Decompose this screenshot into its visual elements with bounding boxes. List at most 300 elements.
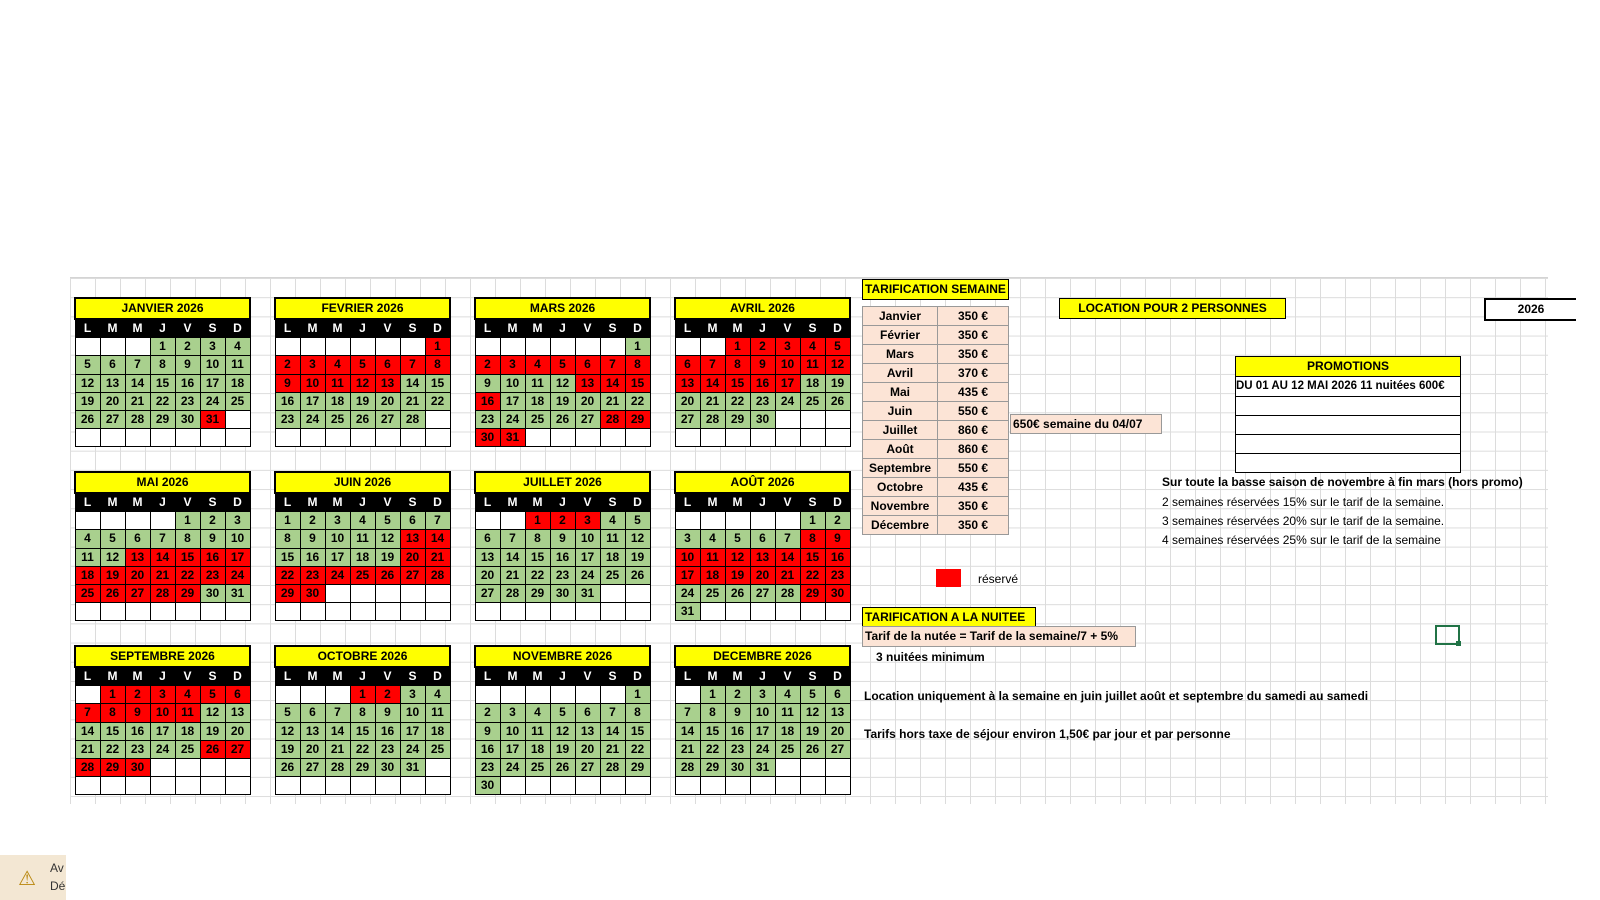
day-cell-empty bbox=[275, 338, 300, 356]
day-cell-available: 10 bbox=[575, 530, 600, 548]
day-cell-reserved: 29 bbox=[100, 758, 125, 776]
tarif-semaine-table bbox=[862, 306, 1009, 535]
day-cell-empty bbox=[550, 777, 575, 795]
weekday-header: M bbox=[125, 493, 150, 512]
day-cell-available: 9 bbox=[300, 530, 325, 548]
day-cell-available: 25 bbox=[800, 392, 825, 410]
tarif-row bbox=[863, 516, 1009, 535]
day-cell-available: 20 bbox=[475, 566, 500, 584]
weekday-header: M bbox=[725, 319, 750, 338]
day-cell-reserved: 3 bbox=[300, 356, 325, 374]
day-cell-empty bbox=[100, 512, 125, 530]
day-cell-available: 26 bbox=[725, 584, 750, 602]
weekday-header: V bbox=[575, 493, 600, 512]
day-cell-empty bbox=[500, 338, 525, 356]
day-cell-available: 23 bbox=[550, 566, 575, 584]
weekday-header: V bbox=[775, 667, 800, 686]
calendar-month bbox=[674, 645, 851, 795]
day-cell-available: 29 bbox=[350, 758, 375, 776]
calendar-month-title: SEPTEMBRE 2026 bbox=[75, 646, 250, 667]
day-cell-available: 28 bbox=[700, 410, 725, 428]
day-cell-available: 12 bbox=[75, 374, 100, 392]
day-cell-empty bbox=[775, 777, 800, 795]
day-cell-reserved: 22 bbox=[275, 566, 300, 584]
day-cell-empty bbox=[700, 603, 725, 621]
day-cell-empty bbox=[750, 429, 775, 447]
day-cell-available: 10 bbox=[225, 530, 250, 548]
nuitee-formula: Tarif de la nutée = Tarif de la semaine/7 + 5% bbox=[862, 626, 1136, 647]
day-cell-available: 27 bbox=[300, 758, 325, 776]
day-cell-empty bbox=[575, 777, 600, 795]
day-cell-available: 9 bbox=[200, 530, 225, 548]
day-cell-empty bbox=[775, 429, 800, 447]
weekday-header: S bbox=[600, 319, 625, 338]
day-cell-reserved: 21 bbox=[150, 566, 175, 584]
day-cell-available: 28 bbox=[400, 410, 425, 428]
weekday-header: D bbox=[425, 319, 450, 338]
day-cell-reserved: 9 bbox=[750, 356, 775, 374]
day-cell-empty bbox=[725, 512, 750, 530]
day-cell-available: 24 bbox=[775, 392, 800, 410]
day-cell-reserved: 5 bbox=[550, 356, 575, 374]
day-cell-available: 12 bbox=[200, 704, 225, 722]
day-cell-reserved: 11 bbox=[325, 374, 350, 392]
day-cell-reserved: 25 bbox=[75, 584, 100, 602]
day-cell-reserved: 28 bbox=[425, 566, 450, 584]
day-cell-available: 19 bbox=[200, 722, 225, 740]
weekday-header: J bbox=[750, 493, 775, 512]
day-cell-available: 6 bbox=[575, 704, 600, 722]
day-cell-reserved: 10 bbox=[675, 548, 700, 566]
day-cell-reserved: 12 bbox=[350, 374, 375, 392]
day-cell-reserved: 27 bbox=[125, 584, 150, 602]
day-cell-available: 23 bbox=[725, 740, 750, 758]
location-title: LOCATION POUR 2 PERSONNES bbox=[1059, 298, 1286, 319]
day-cell-reserved: 18 bbox=[75, 566, 100, 584]
weekday-header: M bbox=[525, 493, 550, 512]
weekday-header: L bbox=[675, 493, 700, 512]
day-cell-empty bbox=[400, 429, 425, 447]
day-cell-empty bbox=[525, 686, 550, 704]
day-cell-empty bbox=[475, 686, 500, 704]
calendar-month-title: MAI 2026 bbox=[75, 472, 250, 493]
calendar-month-title: DECEMBRE 2026 bbox=[675, 646, 850, 667]
day-cell-reserved: 10 bbox=[150, 704, 175, 722]
weekday-header: M bbox=[525, 667, 550, 686]
day-cell-available: 3 bbox=[675, 530, 700, 548]
day-cell-available: 19 bbox=[550, 392, 575, 410]
day-cell-available: 4 bbox=[350, 512, 375, 530]
tarif-row bbox=[863, 497, 1009, 516]
calendar-month bbox=[274, 645, 451, 795]
weekday-header: D bbox=[425, 667, 450, 686]
day-cell-available: 25 bbox=[525, 758, 550, 776]
day-cell-reserved: 11 bbox=[700, 548, 725, 566]
day-cell-available: 30 bbox=[475, 777, 500, 795]
calendar-month bbox=[474, 471, 651, 621]
day-cell-available: 15 bbox=[425, 374, 450, 392]
day-cell-available: 26 bbox=[550, 410, 575, 428]
day-cell-empty bbox=[75, 338, 100, 356]
day-cell-reserved: 8 bbox=[425, 356, 450, 374]
weekday-header: S bbox=[400, 667, 425, 686]
day-cell-available: 22 bbox=[625, 740, 650, 758]
tarif-month: Mai bbox=[863, 383, 938, 402]
tarif-month: Décembre bbox=[863, 516, 938, 535]
day-cell-available: 12 bbox=[275, 722, 300, 740]
calendar-month bbox=[274, 471, 451, 621]
day-cell-reserved: 10 bbox=[775, 356, 800, 374]
day-cell-empty bbox=[725, 777, 750, 795]
day-cell-reserved: 4 bbox=[325, 356, 350, 374]
day-cell-empty bbox=[400, 584, 425, 602]
day-cell-available: 28 bbox=[500, 584, 525, 602]
day-cell-reserved: 20 bbox=[750, 566, 775, 584]
day-cell-reserved: 4 bbox=[525, 356, 550, 374]
weekday-header: J bbox=[550, 319, 575, 338]
weekday-header: M bbox=[325, 493, 350, 512]
day-cell-empty bbox=[125, 338, 150, 356]
day-cell-available: 14 bbox=[125, 374, 150, 392]
day-cell-reserved: 26 bbox=[375, 566, 400, 584]
weekday-header: S bbox=[400, 319, 425, 338]
day-cell-reserved: 11 bbox=[800, 356, 825, 374]
tarif-month: Septembre bbox=[863, 459, 938, 478]
day-cell-available: 27 bbox=[825, 740, 850, 758]
day-cell-available: 9 bbox=[475, 374, 500, 392]
day-cell-empty bbox=[75, 603, 100, 621]
day-cell-empty bbox=[325, 777, 350, 795]
day-cell-available: 21 bbox=[75, 740, 100, 758]
calendar-month-title: FEVRIER 2026 bbox=[275, 298, 450, 319]
day-cell-available: 26 bbox=[825, 392, 850, 410]
day-cell-available: 19 bbox=[375, 548, 400, 566]
day-cell-available: 16 bbox=[300, 548, 325, 566]
tarif-row bbox=[863, 307, 1009, 326]
day-cell-empty bbox=[350, 603, 375, 621]
day-cell-available: 7 bbox=[675, 704, 700, 722]
day-cell-reserved: 18 bbox=[700, 566, 725, 584]
day-cell-empty bbox=[700, 512, 725, 530]
day-cell-available: 5 bbox=[100, 530, 125, 548]
weekday-header: M bbox=[125, 319, 150, 338]
day-cell-reserved: 24 bbox=[225, 566, 250, 584]
day-cell-available: 26 bbox=[800, 740, 825, 758]
day-cell-reserved: 7 bbox=[700, 356, 725, 374]
tarif-price: 350 € bbox=[938, 307, 1009, 326]
tarif-price: 370 € bbox=[938, 364, 1009, 383]
day-cell-available: 1 bbox=[175, 512, 200, 530]
calendar-month bbox=[474, 297, 651, 447]
day-cell-available: 16 bbox=[175, 374, 200, 392]
weekday-header: V bbox=[575, 667, 600, 686]
day-cell-available: 23 bbox=[175, 392, 200, 410]
day-cell-empty bbox=[425, 603, 450, 621]
day-cell-empty bbox=[575, 686, 600, 704]
day-cell-empty bbox=[100, 429, 125, 447]
day-cell-available: 28 bbox=[600, 758, 625, 776]
day-cell-available: 5 bbox=[75, 356, 100, 374]
day-cell-available: 16 bbox=[375, 722, 400, 740]
day-cell-available: 12 bbox=[550, 374, 575, 392]
day-cell-available: 7 bbox=[150, 530, 175, 548]
day-cell-available: 19 bbox=[275, 740, 300, 758]
weekday-header: M bbox=[500, 493, 525, 512]
day-cell-reserved: 19 bbox=[725, 566, 750, 584]
day-cell-reserved: 16 bbox=[750, 374, 775, 392]
day-cell-empty bbox=[425, 777, 450, 795]
day-cell-reserved: 1 bbox=[525, 512, 550, 530]
day-cell-reserved: 21 bbox=[425, 548, 450, 566]
day-cell-available: 9 bbox=[725, 704, 750, 722]
day-cell-available: 21 bbox=[700, 392, 725, 410]
day-cell-available: 4 bbox=[525, 704, 550, 722]
day-cell-empty bbox=[625, 584, 650, 602]
day-cell-available: 21 bbox=[675, 740, 700, 758]
day-cell-reserved: 27 bbox=[400, 566, 425, 584]
day-cell-reserved: 31 bbox=[200, 410, 225, 428]
day-cell-available: 10 bbox=[400, 704, 425, 722]
day-cell-available: 24 bbox=[300, 410, 325, 428]
day-cell-available: 25 bbox=[425, 740, 450, 758]
day-cell-reserved: 30 bbox=[475, 429, 500, 447]
nuitee-minimum: 3 nuitées minimum bbox=[876, 650, 985, 664]
tarif-row bbox=[863, 459, 1009, 478]
day-cell-empty bbox=[75, 686, 100, 704]
weekday-header: J bbox=[150, 319, 175, 338]
day-cell-empty bbox=[825, 410, 850, 428]
weekday-header: D bbox=[825, 319, 850, 338]
tarif-month: Octobre bbox=[863, 478, 938, 497]
day-cell-empty bbox=[200, 429, 225, 447]
day-cell-available: 13 bbox=[475, 548, 500, 566]
day-cell-reserved: 2 bbox=[125, 686, 150, 704]
day-cell-available: 8 bbox=[150, 356, 175, 374]
day-cell-available: 31 bbox=[575, 584, 600, 602]
day-cell-available: 20 bbox=[225, 722, 250, 740]
day-cell-available: 3 bbox=[200, 338, 225, 356]
basse-saison-line-1: 2 semaines réservées 15% sur le tarif de la semaine. bbox=[1162, 495, 1445, 509]
day-cell-reserved: 2 bbox=[750, 338, 775, 356]
day-cell-empty bbox=[475, 512, 500, 530]
day-cell-available: 9 bbox=[475, 722, 500, 740]
day-cell-available: 21 bbox=[125, 392, 150, 410]
nuitee-header: TARIFICATION A LA NUITEE bbox=[862, 607, 1036, 628]
day-cell-available: 27 bbox=[575, 410, 600, 428]
calendar-month bbox=[74, 645, 251, 795]
day-cell-reserved: 14 bbox=[150, 548, 175, 566]
day-cell-empty bbox=[625, 777, 650, 795]
day-cell-empty bbox=[525, 429, 550, 447]
day-cell-available: 7 bbox=[500, 530, 525, 548]
day-cell-available: 17 bbox=[200, 374, 225, 392]
weekday-header: V bbox=[375, 319, 400, 338]
tarif-semaine-header: TARIFICATION SEMAINE bbox=[862, 279, 1009, 300]
weekday-header: V bbox=[375, 667, 400, 686]
day-cell-available: 8 bbox=[525, 530, 550, 548]
day-cell-available: 6 bbox=[100, 356, 125, 374]
day-cell-empty bbox=[425, 584, 450, 602]
day-cell-available: 24 bbox=[500, 758, 525, 776]
day-cell-reserved: 4 bbox=[175, 686, 200, 704]
day-cell-reserved: 26 bbox=[100, 584, 125, 602]
weekday-header: D bbox=[825, 493, 850, 512]
day-cell-available: 21 bbox=[600, 740, 625, 758]
weekday-header: S bbox=[800, 667, 825, 686]
day-cell-reserved: 17 bbox=[775, 374, 800, 392]
day-cell-empty bbox=[775, 410, 800, 428]
day-cell-empty bbox=[800, 429, 825, 447]
day-cell-available: 3 bbox=[225, 512, 250, 530]
day-cell-empty bbox=[550, 603, 575, 621]
day-cell-available: 7 bbox=[325, 704, 350, 722]
calendar-month-title: AOÛT 2026 bbox=[675, 472, 850, 493]
day-cell-empty bbox=[425, 429, 450, 447]
day-cell-empty bbox=[675, 777, 700, 795]
day-cell-empty bbox=[575, 338, 600, 356]
day-cell-available: 17 bbox=[400, 722, 425, 740]
day-cell-available: 9 bbox=[175, 356, 200, 374]
weekday-header: L bbox=[475, 493, 500, 512]
day-cell-available: 9 bbox=[375, 704, 400, 722]
weekday-header: L bbox=[475, 319, 500, 338]
day-cell-available: 29 bbox=[700, 758, 725, 776]
weekday-header: V bbox=[575, 319, 600, 338]
day-cell-available: 22 bbox=[150, 392, 175, 410]
weekday-header: J bbox=[750, 667, 775, 686]
tarif-row bbox=[863, 383, 1009, 402]
promotion-line-2 bbox=[1235, 396, 1461, 416]
basse-saison-line-3: 4 semaines réservées 25% sur le tarif de la semaine bbox=[1162, 533, 1441, 547]
day-cell-available: 19 bbox=[350, 392, 375, 410]
day-cell-available: 24 bbox=[200, 392, 225, 410]
day-cell-empty bbox=[350, 429, 375, 447]
day-cell-available: 1 bbox=[625, 686, 650, 704]
day-cell-empty bbox=[625, 603, 650, 621]
day-cell-available: 31 bbox=[675, 603, 700, 621]
day-cell-available: 5 bbox=[375, 512, 400, 530]
day-cell-available: 18 bbox=[775, 722, 800, 740]
day-cell-available: 28 bbox=[325, 758, 350, 776]
day-cell-available: 27 bbox=[475, 584, 500, 602]
day-cell-available: 23 bbox=[475, 758, 500, 776]
day-cell-available: 30 bbox=[725, 758, 750, 776]
weekday-header: L bbox=[75, 493, 100, 512]
day-cell-available: 18 bbox=[225, 374, 250, 392]
calendar-month bbox=[674, 471, 851, 621]
day-cell-available: 30 bbox=[175, 410, 200, 428]
day-cell-empty bbox=[200, 603, 225, 621]
day-cell-empty bbox=[600, 603, 625, 621]
day-cell-available: 14 bbox=[675, 722, 700, 740]
basse-saison-line-2: 3 semaines réservées 20% sur le tarif de la semaine. bbox=[1162, 514, 1445, 528]
day-cell-empty bbox=[750, 777, 775, 795]
day-cell-available: 10 bbox=[325, 530, 350, 548]
day-cell-empty bbox=[375, 777, 400, 795]
day-cell-available: 27 bbox=[750, 584, 775, 602]
day-cell-empty bbox=[675, 512, 700, 530]
day-cell-available: 29 bbox=[625, 758, 650, 776]
legend-reserved-swatch bbox=[936, 569, 961, 587]
day-cell-available: 24 bbox=[750, 740, 775, 758]
day-cell-empty bbox=[825, 429, 850, 447]
day-cell-available: 21 bbox=[500, 566, 525, 584]
day-cell-reserved: 25 bbox=[350, 566, 375, 584]
day-cell-empty bbox=[550, 338, 575, 356]
day-cell-available: 4 bbox=[700, 530, 725, 548]
day-cell-available: 15 bbox=[275, 548, 300, 566]
day-cell-available: 11 bbox=[775, 704, 800, 722]
day-cell-available: 25 bbox=[525, 410, 550, 428]
day-cell-reserved: 24 bbox=[325, 566, 350, 584]
day-cell-available: 25 bbox=[775, 740, 800, 758]
day-cell-empty bbox=[375, 603, 400, 621]
day-cell-reserved: 2 bbox=[550, 512, 575, 530]
weekday-header: J bbox=[550, 667, 575, 686]
day-cell-available: 22 bbox=[700, 740, 725, 758]
day-cell-empty bbox=[300, 338, 325, 356]
promotion-line-5 bbox=[1235, 453, 1461, 473]
day-cell-empty bbox=[775, 603, 800, 621]
day-cell-available: 22 bbox=[350, 740, 375, 758]
day-cell-available: 6 bbox=[300, 704, 325, 722]
day-cell-available: 23 bbox=[275, 410, 300, 428]
day-cell-available: 2 bbox=[475, 704, 500, 722]
weekday-header: S bbox=[200, 319, 225, 338]
day-cell-available: 24 bbox=[500, 410, 525, 428]
weekday-header: J bbox=[350, 493, 375, 512]
day-cell-available: 13 bbox=[575, 722, 600, 740]
day-cell-empty bbox=[325, 603, 350, 621]
day-cell-available: 19 bbox=[625, 548, 650, 566]
day-cell-available: 11 bbox=[350, 530, 375, 548]
day-cell-empty bbox=[525, 603, 550, 621]
day-cell-reserved: 23 bbox=[825, 566, 850, 584]
day-cell-available: 24 bbox=[575, 566, 600, 584]
day-cell-available: 7 bbox=[775, 530, 800, 548]
day-cell-available: 4 bbox=[600, 512, 625, 530]
day-cell-available: 14 bbox=[600, 722, 625, 740]
day-cell-reserved: 3 bbox=[150, 686, 175, 704]
fill-handle[interactable] bbox=[1456, 641, 1461, 646]
warning-icon: ⚠ bbox=[18, 868, 36, 890]
day-cell-empty bbox=[750, 603, 775, 621]
tarif-price: 860 € bbox=[938, 440, 1009, 459]
day-cell-available: 18 bbox=[600, 548, 625, 566]
day-cell-available: 30 bbox=[375, 758, 400, 776]
day-cell-available: 5 bbox=[550, 704, 575, 722]
day-cell-available: 7 bbox=[425, 512, 450, 530]
weekday-header: M bbox=[125, 667, 150, 686]
tarif-month: Mars bbox=[863, 345, 938, 364]
day-cell-available: 8 bbox=[625, 704, 650, 722]
day-cell-available: 3 bbox=[400, 686, 425, 704]
day-cell-empty bbox=[825, 603, 850, 621]
day-cell-empty bbox=[75, 429, 100, 447]
day-cell-available: 3 bbox=[750, 686, 775, 704]
day-cell-available: 6 bbox=[750, 530, 775, 548]
day-cell-available: 3 bbox=[500, 704, 525, 722]
day-cell-available: 11 bbox=[525, 722, 550, 740]
basse-saison-title: Sur toute la basse saison de novembre à fin mars (hors promo) bbox=[1162, 475, 1523, 489]
notification-toast[interactable] bbox=[0, 855, 66, 900]
day-cell-empty bbox=[475, 603, 500, 621]
day-cell-available: 2 bbox=[175, 338, 200, 356]
weekday-header: S bbox=[200, 493, 225, 512]
day-cell-available: 18 bbox=[800, 374, 825, 392]
day-cell-available: 29 bbox=[725, 410, 750, 428]
day-cell-available: 30 bbox=[750, 410, 775, 428]
